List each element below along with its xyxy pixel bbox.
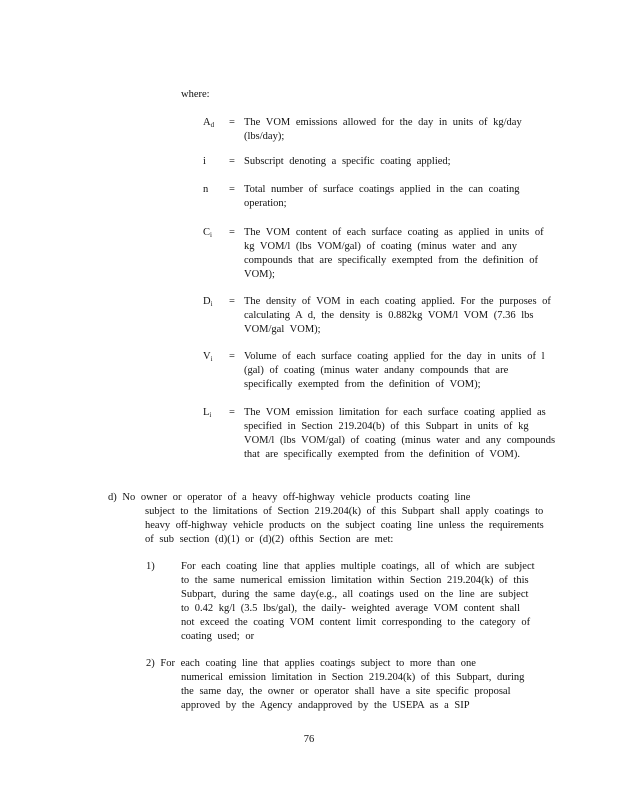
- definition-equals: =: [229, 156, 235, 167]
- definition-equals: =: [229, 184, 235, 195]
- definition-symbol-subscript: i: [210, 300, 213, 308]
- item-1-number: 1): [146, 561, 155, 572]
- definition-equals: =: [229, 407, 235, 418]
- item-1-text: For each coating line that applies multiple coatings, all of which are subject to the same numerical emission limitation within Section 219.204(k) of this Subpart, during the same day(e.g., all coatings used on the line are subject to 0.42 kg/l (3.5 lbs/gal), the daily- weighted average VOM content shall not exceed the coating VOM content limit corresponding to the category of coating used; or: [181, 561, 535, 642]
- definition-text: Volume of each surface coating applied for the day in units of l (gal) of coating (minus water andany compounds that are specifically exempted from the definition of VOM);: [244, 351, 545, 390]
- definition-text: The density of VOM in each coating applied. For the purposes of calculating A d, the density is 0.882kg VOM/l VOM (7.36 lbs VOM/gal VOM);: [244, 296, 551, 335]
- definition-equals: =: [229, 227, 235, 238]
- definition-symbol-subscript: d: [210, 121, 215, 129]
- paragraph-d: [108, 491, 548, 547]
- where-label: where:: [181, 89, 210, 100]
- item-2-body: numerical emission limitation in Section 219.204(k) of this Subpart, during the same day, the owner or operator shall have a site specific proposal approved by the Agency andapproved by the USEPA as a SIP: [181, 672, 525, 711]
- definition-symbol-base: C: [203, 227, 211, 238]
- definition-text: The VOM content of each surface coating as applied in units of kg VOM/l (lbs VOM/gal) of coating (minus water and any compounds that are specifically exempted from the definition of VOM);: [244, 227, 544, 280]
- definition-text: Subscript denoting a specific coating applied;: [244, 156, 451, 167]
- definition-symbol-base: L: [203, 407, 210, 418]
- definition-symbol-base: n: [203, 184, 209, 195]
- item-2-first-line: 2) For each coating line that applies coatings subject to more than one: [146, 658, 476, 669]
- definition-symbol-subscript: i: [210, 355, 213, 363]
- paragraph-d-first-line: d) No owner or operator of a heavy off-highway vehicle products coating line: [108, 492, 471, 503]
- definition-equals: =: [229, 117, 235, 128]
- definition-equals: =: [229, 296, 235, 307]
- definition-text: Total number of surface coatings applied in the can coating operation;: [244, 184, 520, 209]
- definition-symbol: [203, 183, 225, 199]
- definition-symbol: [203, 350, 225, 366]
- definition-text: The VOM emissions allowed for the day in units of kg/day (lbs/day);: [244, 117, 522, 142]
- definition-symbol-base: A: [203, 117, 211, 128]
- definition-symbol: [203, 116, 225, 132]
- definition-symbol: [203, 295, 225, 311]
- definition-symbol-base: D: [203, 296, 211, 307]
- definition-symbol: [203, 226, 225, 242]
- definition-symbol: [203, 406, 225, 422]
- definition-symbol-base: i: [203, 156, 206, 167]
- paragraph-d-body: subject to the limitations of Section 219.204(k) of this Subpart shall apply coatings to heavy off-highway vehicle products on the subject coating line unless the requirements of sub section (d)(1) or (d)(2) ofthis Section are met:: [145, 506, 544, 545]
- definition-text: The VOM emission limitation for each surface coating applied as specified in Section 219.204(b) of this Subpart in units of kg VOM/l (lbs VOM/gal) of coating (minus water and any compounds that are specifically exempted from the definition of VOM).: [244, 407, 556, 460]
- definition-symbol-subscript: i: [209, 411, 212, 419]
- page-number: 76: [303, 734, 315, 745]
- definition-symbol-base: V: [203, 351, 211, 362]
- definition-symbol: [203, 155, 225, 171]
- definition-equals: =: [229, 351, 235, 362]
- definition-symbol-subscript: i: [210, 231, 212, 239]
